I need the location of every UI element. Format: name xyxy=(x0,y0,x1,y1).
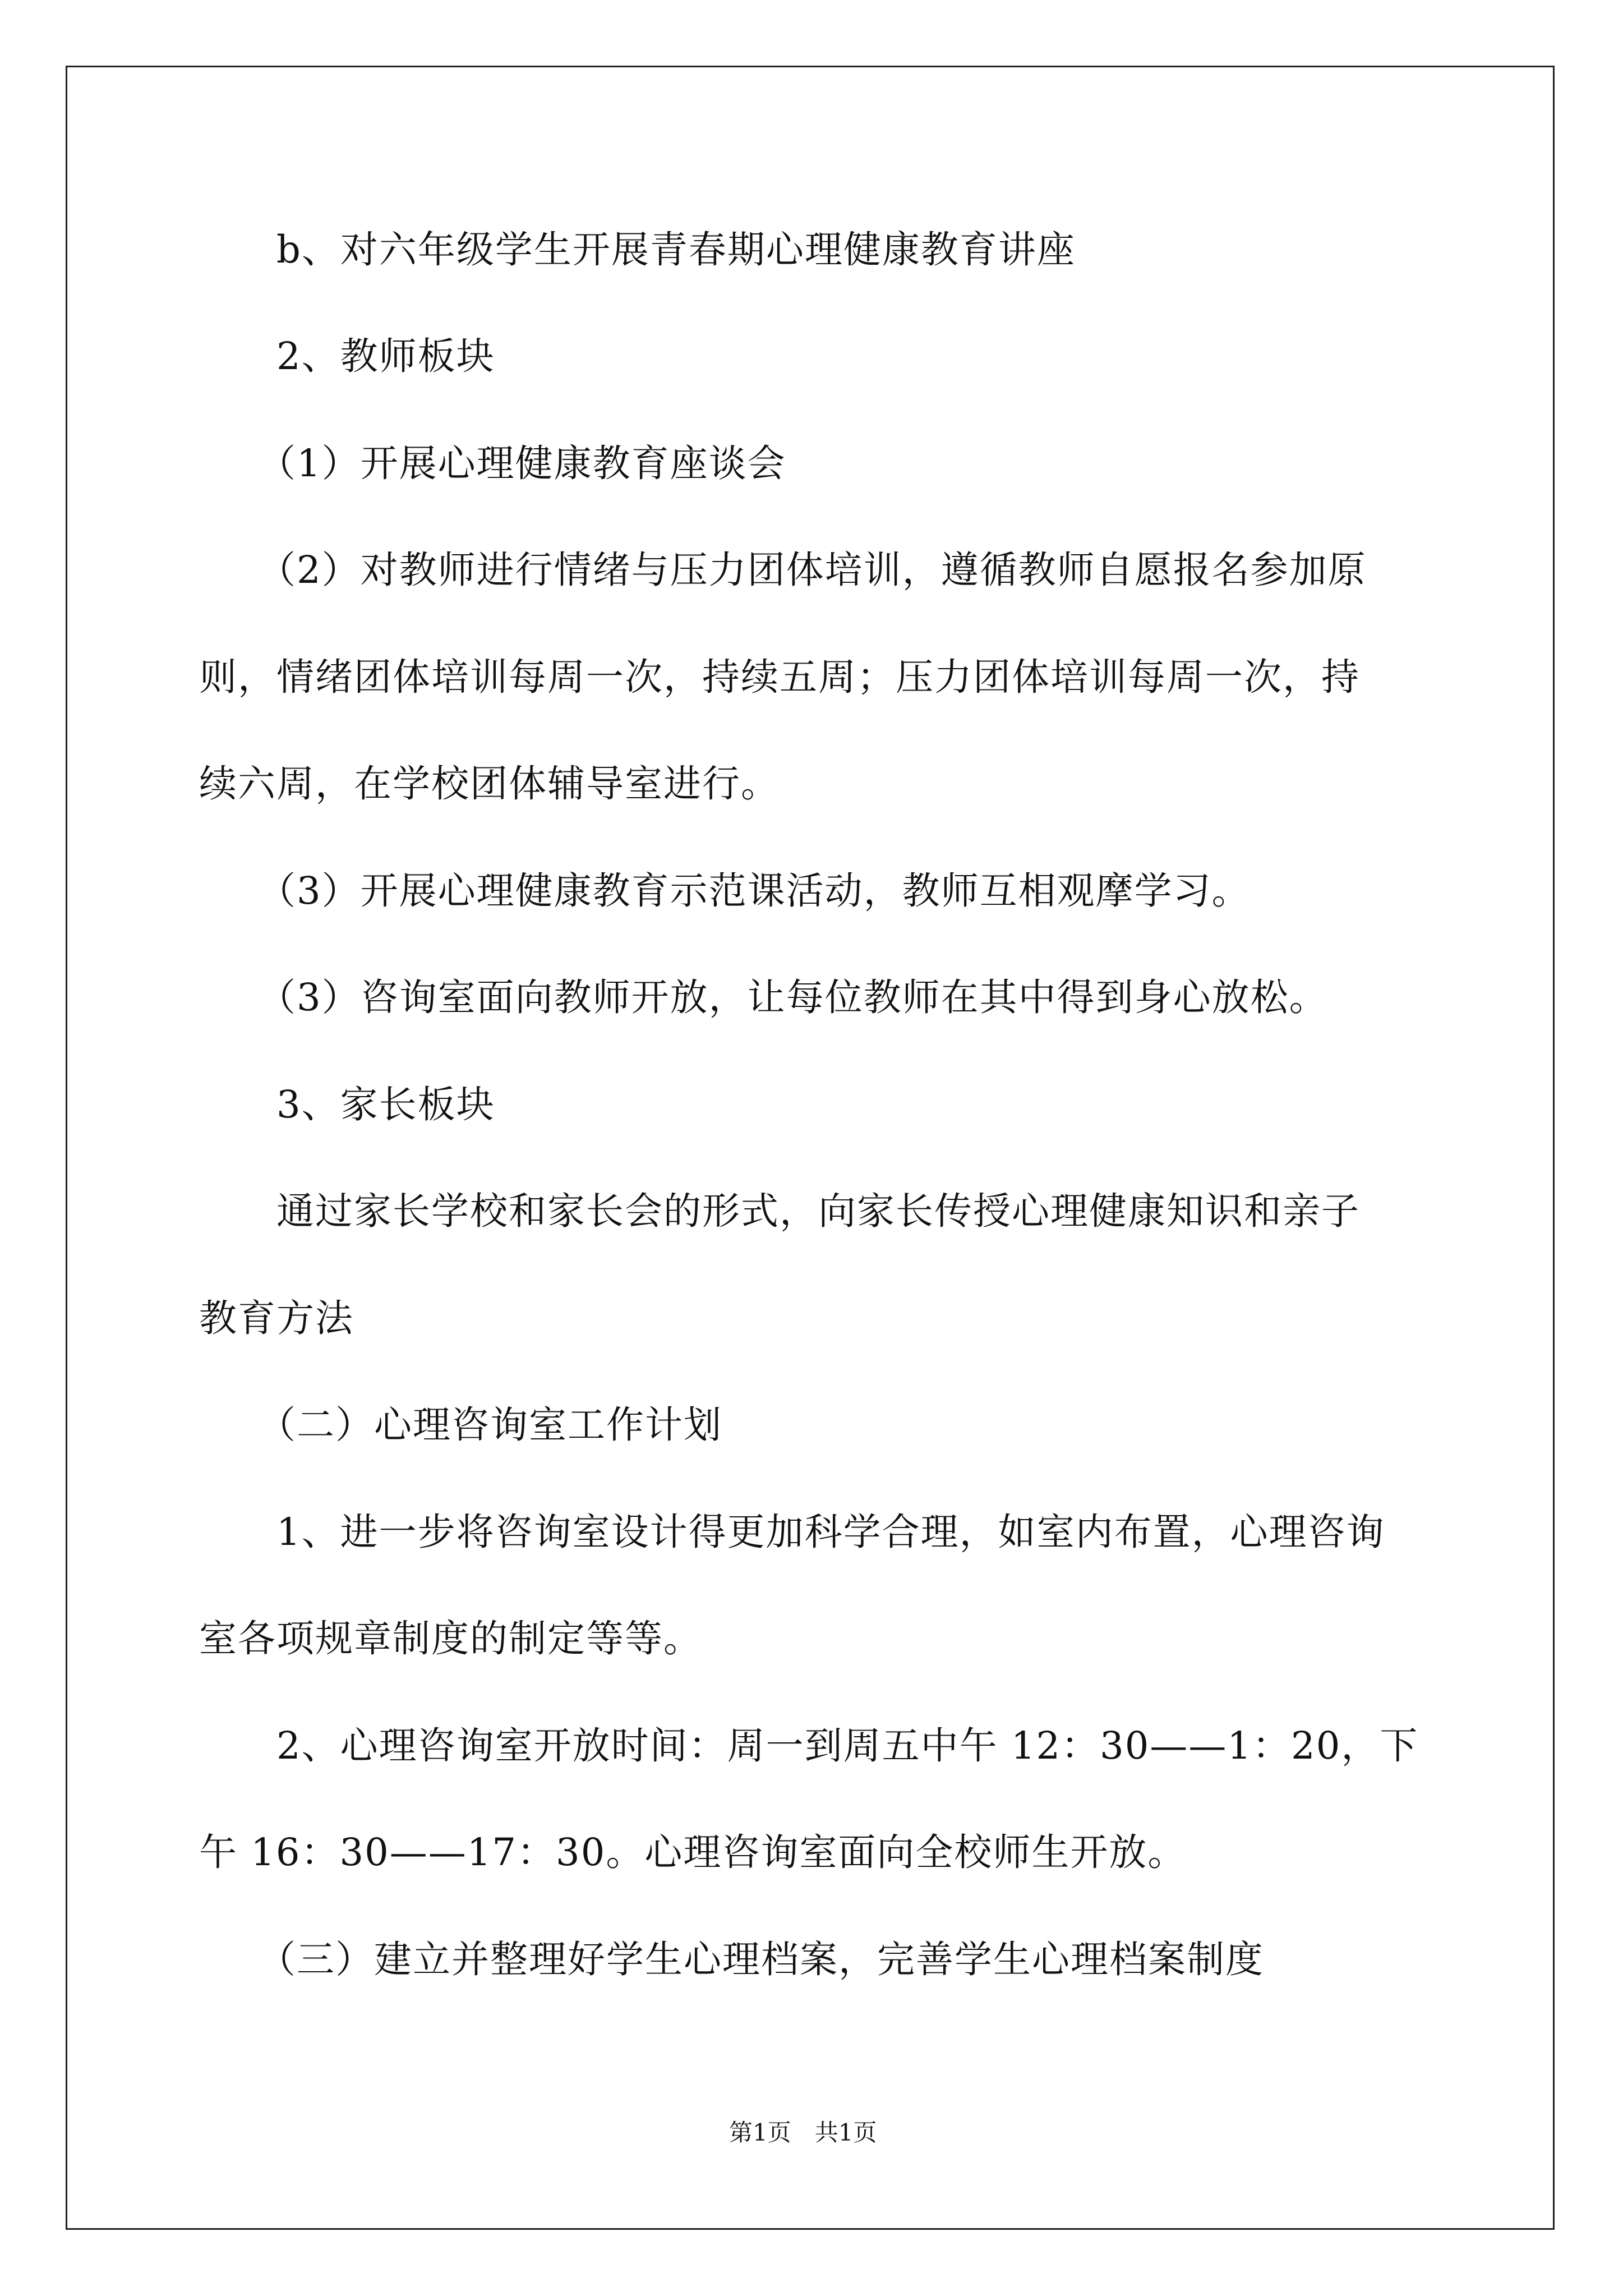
paragraph-line: 通过家长学校和家长会的形式，向家长传授心理健康知识和亲子 xyxy=(276,1189,1360,1233)
paragraph-line: 教育方法 xyxy=(199,1296,354,1340)
paragraph-line: （3）开展心理健康教育示范课活动，教师互相观摩学习。 xyxy=(258,869,1251,913)
paragraph-line: （2）对教师进行情绪与压力团体培训，遵循教师自愿报名参加原 xyxy=(258,548,1367,592)
section-heading: （二）心理咨询室工作计划 xyxy=(258,1403,722,1447)
paragraph-line: 续六周，在学校团体辅导室进行。 xyxy=(199,762,780,806)
paragraph-line: 室各项规章制度的制定等等。 xyxy=(199,1617,702,1660)
paragraph-line: 2、心理咨询室开放时间：周一到周五中午 12：30——1：20，下 xyxy=(276,1724,1419,1768)
paragraph-line: b、对六年级学生开展青春期心理健康教育讲座 xyxy=(276,228,1076,272)
section-heading: 2、教师板块 xyxy=(276,334,495,378)
paragraph-line: 则，情绪团体培训每周一次，持续五周；压力团体培训每周一次，持 xyxy=(199,655,1360,699)
paragraph-line: （1）开展心理健康教育座谈会 xyxy=(258,441,786,485)
paragraph-line: 午 16：30——17：30。心理咨询室面向全校师生开放。 xyxy=(199,1830,1187,1874)
paragraph-line: （3）咨询室面向教师开放，让每位教师在其中得到身心放松。 xyxy=(258,976,1328,1019)
section-heading: （三）建立并整理好学生心理档案，完善学生心理档案制度 xyxy=(258,1938,1264,1981)
section-heading: 3、家长板块 xyxy=(276,1083,495,1126)
page-border xyxy=(66,66,1555,2230)
page-number-footer: 第1页 共1页 xyxy=(729,2119,877,2146)
paragraph-line: 1、进一步将咨询室设计得更加科学合理，如室内布置，心理咨询 xyxy=(276,1510,1385,1554)
